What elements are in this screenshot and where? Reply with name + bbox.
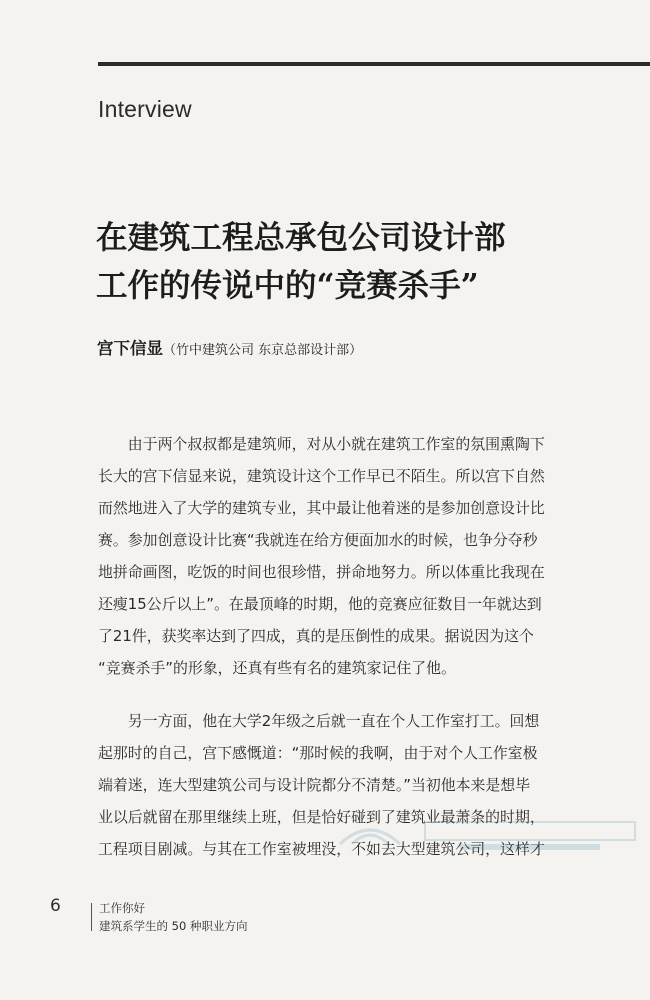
title-line-2: 工作的传说中的“竞赛杀手”: [96, 267, 479, 304]
header-rule: [98, 62, 650, 66]
body-line: 了21件，获奖率达到了四成，真的是压倒性的成果。据说因为这个: [98, 627, 534, 645]
body-line: 赛。参加创意设计比赛“我就连在给方便面加水的时候，也争分夺秒: [98, 531, 538, 549]
paragraph-1: [98, 428, 598, 684]
paragraph-gap: [98, 684, 598, 705]
body-line: 起那时的自己，宫下感慨道：“那时候的我啊，由于对个人工作室极: [98, 744, 538, 762]
page-number: 6: [50, 896, 61, 916]
body-line: “竞赛杀手”的形象，还真有些有名的建筑家记住了他。: [98, 659, 456, 677]
body-line: 业以后就留在那里继续上班，但是恰好碰到了建筑业最萧条的时期，: [98, 808, 545, 826]
body-line: 地拼命画图，吃饭的时间也很珍惜，拼命地努力。所以体重比我现在: [98, 563, 545, 581]
body-line: 长大的宫下信显来说，建筑设计这个工作早已不陌生。所以宫下自然: [98, 467, 545, 485]
author-name: 宫下信显: [97, 339, 163, 358]
body-line: 另一方面，他在大学2年级之后就一直在个人工作室打工。回想: [98, 712, 540, 730]
body-line: 由于两个叔叔都是建筑师，对从小就在建筑工作室的氛围熏陶下: [98, 435, 545, 453]
body-line: 而然地进入了大学的建筑专业，其中最让他着迷的是参加创意设计比: [98, 499, 545, 517]
byline: [97, 335, 362, 359]
footer-divider: [91, 903, 92, 931]
section-label: Interview: [98, 96, 192, 122]
body-line: 工程项目剧减。与其在工作室被埋没，不如去大型建筑公司，这样才: [98, 840, 545, 858]
author-affiliation: （竹中建筑公司 东京总部设计部）: [163, 343, 363, 358]
body-line: 端着迷，连大型建筑公司与设计院都分不清楚。”当初他本来是想毕: [98, 776, 531, 794]
title-line-1: 在建筑工程总承包公司设计部: [96, 219, 506, 256]
article-body: [98, 428, 598, 865]
article-title: [96, 214, 636, 310]
series-title: 工作你好: [99, 901, 145, 915]
book-title: 建筑系学生的 50 种职业方向: [99, 919, 248, 933]
body-line: 还瘦15公斤以上”。在最顶峰的时期，他的竞赛应征数目一年就达到: [98, 595, 542, 613]
paragraph-2: [98, 705, 598, 865]
